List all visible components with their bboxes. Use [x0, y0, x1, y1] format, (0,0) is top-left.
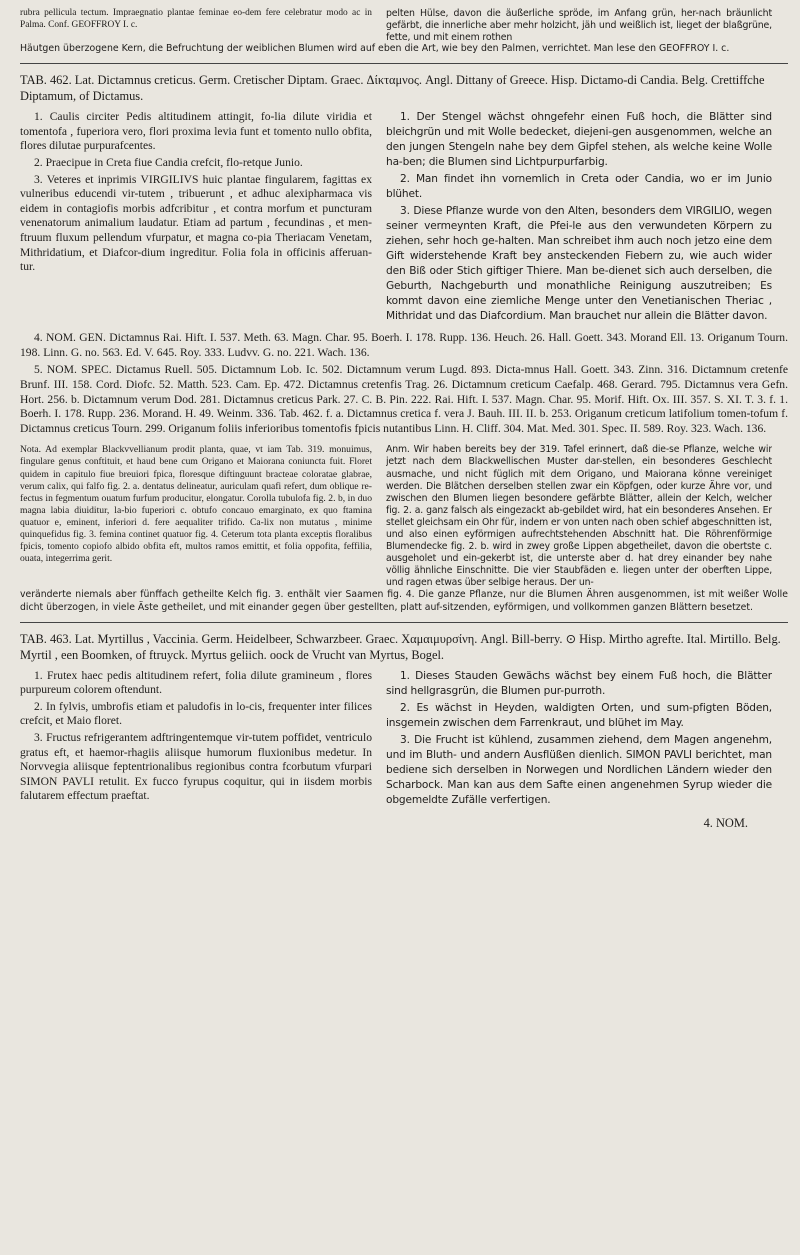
- tab-463-heading: TAB. 463. Lat. Myrtillus , Vaccinia. Germ. Heidelbeer, Schwarzbeer. Graec. Χαμαιμυρσίνη. Angl. Bill-berry. ⊙ Hisp. Mirtho agrefte. Ital. Mirtillo. Belg. Myrtil , een Boomken, of ftruyck. Myrtus geliich. oock de Vrucht van Myrtus, Bogel.: [20, 631, 781, 662]
- tab-462-latin-item: 1. Caulis circiter Pedis altitudinem attingit, fo-lia dilute viridia et tomentofa , fuperiora vero, flori proxima levia funt et tomento nullo obfita, flores dilutae purpurafcentes.: [20, 110, 372, 153]
- anmerkung-tail: veränderte niemals aber fünffach getheilte Kelch fig. 3. enthält vier Saamen fig. 4. Die ganze Pflanze, nur die Blumen Ähren ausgenommen, ist mit weißer Wolle dicht überzogen, in viele Äste getheilet, und mit einander gegen über gestellten, platt auf-sitzenden, eyförmigen, und vollkommen ganzen Blättern besetzet.: [20, 589, 788, 613]
- carryover-latin: rubra pellicula tectum. Impraegnatio plantae feminae eo-dem fere celebratur modo ac in Palma. Conf. GEOFFROY I. c.: [20, 8, 372, 30]
- carryover-german: pelten Hülse, davon die äußerliche spröde, im Anfang grün, her-nach bräunlicht gefärbt, die innerliche aber mehr holzicht, jäh und weißlich ist, lieget der blaßgrüne, fette, und mit einem rothen: [386, 8, 772, 43]
- nomen-specificum: 5. NOM. SPEC. Dictamus Ruell. 505. Dictamnum Lob. Ic. 502. Dictamnum verum Lugd. 893. Dicta-mnus Hall. Goett. 343. Zinn. 316. Dictamnum cretenfe Brunf. III. 158. Cord. Diofc. 52. Matth. 523. Cam. Ep. 472. Dictamnus cretenfis Trag. 26. Dictamnum creticum Caefalp. 468. Gerard. 795. Dictamnus vera Gefn. Hort. 256. b. Dictamnum verum Dod. 281. Dictamnus creticus Park. 27. C. B. Pin. 222. Rai. Hift. I. 537. Magn. Char. 95. Morif. Hift. Ox. III. 357. S. XI. T. 3. f. 1. Boerh. I. 178. Rupp. 236. Morand. H. 49. Weinm. 336. Tab. 462. f. a. Dictamnus cretica f. vera J. Bauh. III. II. b. 253. Origanum creticum latifolium tomen-tofum f. Dictamnus creticus Tourn. 299. Origanum foliis inferioribus tomentofis fpicis nutantibus Linn. H. Cliff. 304. Mat. Med. 301. Spec. II. 589. Roy. 323. Wach. 136.: [20, 363, 788, 435]
- tab-462-german-item: 3. Diese Pflanze wurde von den Alten, besonders dem VIRGILIO, wegen seiner vermeynten Kraft, die Pfei-le aus den verwundeten Körpern zu ziehen, sehr hoch ge-halten. Man schreibet ihm auch noch jetzo eine dem Gift widerstehende Kraft bey ansteckenden Fiebern zu, wie auch wider den Biß oder Stich giftiger Thiere. Man be-dienet sich auch derselben, die Geburth, Nachgeburth und monathliche Reinigung auszutreiben; Es kommt davon eine ziemliche Menge unter den Venetianischen Theriac , Mithridat und das Diafcordium. Man brauchet nur allein die Blätter davon.: [386, 205, 772, 323]
- anmerkung-german: Anm. Wir haben bereits bey der 319. Tafel erinnert, daß die-se Pflanze, welche wir jetzt nach dem Blackwellischen Muster dar-stellen, ein besonderes Geschlecht ausmache, und nicht füglich mit dem Origano, und Maiorana könne vereiniget werden. Die Blätchen derselben stellen zwar ein Köpfgen, oder kurze Ähre vor, und zwischen den Blumen liegen besondere gefärbte Blätter, allein der Kelch, welcher fig. 2. a. ganz falsch als eingezackt ab-gebildet wird, hat ein besonderes Ansehen. Er stellet gleichsam ein Ohr für, indem er von unten nach oben schief abgeschnitten ist, und also einen eyförmigen aufrechtstehenden Abschnitt hat. Die Röhrenförmige Blumendecke fig. 2. b. wird in zwey große Lippen abgetheilet, davon die obertste c. ausgeholet und ein-gekerbt ist, die unterste aber d. hat drey einander bey nahe völlig ähnliche Einschnitte. Die vier Staubfäden e. liegen unter der oberften Lippe, und ragen etwas über selbige heraus. Der un-: [386, 444, 772, 589]
- catchword: 4. NOM.: [703, 815, 748, 830]
- tab-462-latin-item: 2. Praecipue in Creta fiue Candia crefcit, flo-retque Junio.: [34, 155, 303, 169]
- nota-section: [20, 444, 788, 589]
- tab-463-german-item: 1. Dieses Stauden Gewächs wächst bey einem Fuß hoch, die Blätter sind hellgrasgrün, die Blumen pur-purroth.: [386, 669, 772, 697]
- carryover-section: [20, 8, 788, 43]
- tab-462-german-item: 2. Man findet ihn vornemlich in Creta oder Candia, wo er im Junio blühet.: [386, 173, 772, 201]
- tab-463-latin-item: 3. Fructus refrigerantem adftringentemque vir-tutem poffidet, ventriculo gratus eft, et haemor-rhagiis aliisque humorum fluxionibus medetur. In Norvvegia aliisque feptentrionalibus regionibus contra fcorbutum vfurpari SIMON PAVLI retulit. Ex fucco fyrupus coquitur, qui in iisdem morbis falutarem effectum praeftat.: [20, 731, 372, 803]
- tab-462-latin-item: 3. Veteres et inprimis VIRGILIVS huic plantae fingularem, fagittas ex vulneribus educendi vir-tutem , tribuerunt , et adhuc alexipharmaca vis eidem in contagiofis morbis adfcribitur , et contra morfum et puncturam venenatorum animalium laudatur. Etiam ad partum , fecundinas , et men-ftruum fluxum pellendum vfurpatur, et magna co-pia Theriacam Venetam, Mithridatium, et Diafcor-dium ingreditur. Folia fola in officinis afferuan-tur.: [20, 172, 372, 274]
- tab-463-german-item: 2. Es wächst in Heyden, waldigten Orten, und sum-pfigten Böden, insgemein zwischen dem Farrenkraut, und blühet im May.: [386, 701, 772, 729]
- section-divider: [20, 63, 788, 64]
- tab-463-german-item: 3. Die Frucht ist kühlend, zusammen ziehend, dem Magen angenehm, und im Bluth- und andern Ausflüßen dienlich. SIMON PAVLI berichtet, man bediene sich derselben in Norwegen und Nordlichen Ländern wieder den Scharbock. Man kan aus dem Safte einen angenehmen Syrup wieder die obgemeldte Zufälle verfertigen.: [386, 733, 772, 806]
- carryover-tail: Häutgen überzogene Kern, die Befruchtung der weiblichen Blumen wird auf eben die Art, wie bey den Palmen, verrichtet. Man lese den GEOFFROY I. c.: [20, 43, 730, 55]
- tab-463-latin-item: 1. Frutex haec pedis altitudinem refert, folia dilute gramineum , flores purpureum colorem oftendunt.: [20, 668, 372, 697]
- tab-463-latin-item: 2. In fylvis, umbrofis etiam et paludofis in lo-cis, frequenter inter filices crefcit, et Maio floret.: [20, 699, 372, 728]
- tab-462-heading: TAB. 462. Lat. Dictamnus creticus. Germ. Cretischer Diptam. Graec. Δίκταμνος. Angl. Dittany of Greece. Hisp. Dictamo-di Candia. Belg. Crettiffche Diptamum, of Dictamus.: [20, 73, 765, 104]
- tab-462-german-item: 1. Der Stengel wächst ohngefehr einen Fuß hoch, die Blätter sind bleichgrün und mit Wolle bedecket, diejeni-gen ausgenommen, welche an den jungen Stengeln nahe bey dem Gipfel stehen, als welche keine Wolle ha-ben; die Blumen sind Lichtpurpurfarbig.: [386, 111, 772, 169]
- tab-462-section: [20, 72, 788, 613]
- tab-463-section: [20, 631, 788, 831]
- nota-latin: Nota. Ad exemplar Blackvvellianum prodit planta, quae, vt iam Tab. 319. monuimus, fingulare genus conftituit, et haud bene cum Origano et Maiorana coniuncta fuit. Floret quidem in capitulo fiue breuiori fpica, floresque diftinguunt bracteae coloratae glabrae, verum calix, qui falfo fig. 2. a. dentatus delineatur, auriculam quafi refert, dum oblique re-fectus in fegmentum ouatum furfum producitur, elongatur. Corolla tubulofa fig. 2. b, in duo magna labia diuiditur, la-bio fuperiori c. obtufo concauo emarginato, ex quo ftamina quatuor e, eminent, inferiori d. fere aequaliter trifido. Ca-lix non mutatus , minime quinquefidus fig. 3. femina continet quatuor fig. 4. Ceterum tota planta exceptis floralibus fpicis, tomento copiofo albido obfita eft, multos ramos emittit, et folia oppofita, feffilia, ouata, integerrima gerit.: [20, 444, 372, 565]
- section-divider: [20, 622, 788, 623]
- nomen-genericum: 4. NOM. GEN. Dictamnus Rai. Hift. I. 537. Meth. 63. Magn. Char. 95. Boerh. I. 178. Rupp. 136. Heuch. 26. Hall. Goett. 343. Morand Ell. 13. Origanum Tourn. 198. Linn. G. no. 563. Ed. V. 645. Roy. 333. Ludvv. G. no. 221. Wach. 136.: [20, 331, 788, 359]
